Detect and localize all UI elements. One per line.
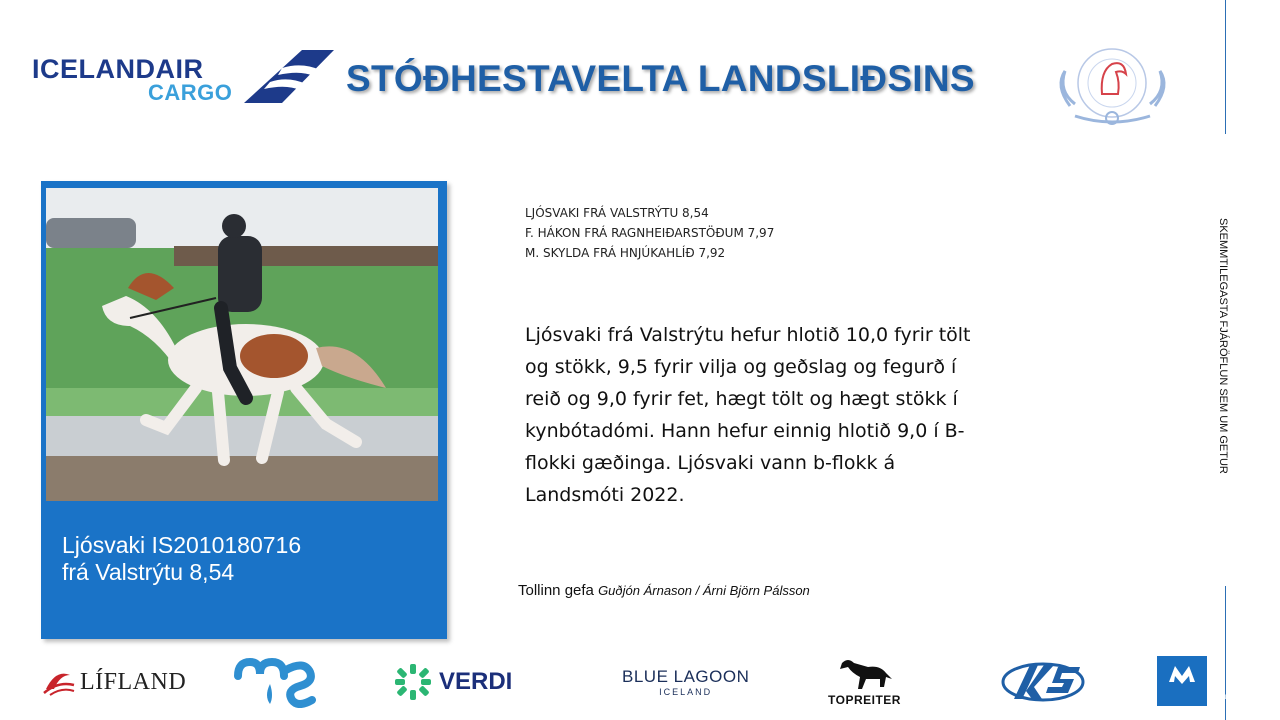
credit-label: Tollinn gefa [518,582,594,599]
pedigree [525,203,774,263]
lifland-text: LÍFLAND [80,668,187,695]
pedigree-dam: M. SKYLDA FRÁ HNJÚKAHLÍÐ 7,92 [525,246,726,260]
pedigree-horse: LJÓSVAKI FRÁ VALSTRÝTU 8,54 [525,206,709,220]
ms-icon [234,656,316,708]
sponsor-mustad [1157,656,1245,706]
horse-caption [62,532,301,586]
seal-icon [1050,36,1175,131]
topreiter-text: TOPREITER [828,693,901,707]
airline-tail-icon [242,48,337,104]
mustad-text: MUSTAD [1219,695,1245,701]
blue-lagoon-subtext: ICELAND [659,687,713,697]
page-title: STÓÐHESTAVELTA LANDSLIÐSINS [346,58,975,99]
sponsor-topreiter [828,652,901,712]
logo-line-2: CARGO [148,80,233,105]
horse-photo [46,188,438,505]
sponsor-lifland [42,652,186,712]
sponsor-ks [1000,652,1086,712]
logo-line-1: ICELANDAIR [32,54,204,84]
sponsor-blue-lagoon [622,652,749,712]
horse-photo-icon [46,188,438,501]
horse-caption-line-2: frá Valstrýtu 8,54 [62,559,235,585]
blue-lagoon-text: BLUE LAGOON [622,667,750,686]
horse-description: Ljósvaki frá Valstrýtu hefur hlotið 10,0 fyrir tölt og stökk, 9,5 fyrir vilja og geðslag og fegurð í reið og 9,0 fyrir fet, hægt tölt og hægt stökk í kynbótadómi. Hann hefur einnig hlotið 9,0 í B-flokki gæðinga. Ljósvaki vann b-flokk á Landsmóti 2022. [525,324,971,506]
mustad-icon [1157,656,1207,692]
side-slogan: SKEMMTILEGASTA FJÁRÖFLUN SEM UM GETUR [1217,218,1229,474]
credit-names: Guðjón Árnason / Árni Björn Pálsson [598,583,810,598]
horse-silhouette-icon [834,657,894,691]
pedigree-sire: F. HÁKON FRÁ RAGNHEIÐARSTÖÐUM 7,97 [525,226,775,240]
divider-line-top [1225,0,1226,134]
verdi-text: VERDI [439,668,513,695]
lifland-icon [42,667,76,697]
ks-icon [1000,657,1086,707]
verdi-icon [395,664,431,700]
sponsor-ms [234,652,316,712]
horse-caption-line-1: Ljósvaki IS2010180716 [62,532,302,558]
seal-logo [1050,36,1175,135]
icelandair-cargo-logo [30,46,310,106]
sponsor-verdi [395,652,512,712]
credit [518,582,810,599]
